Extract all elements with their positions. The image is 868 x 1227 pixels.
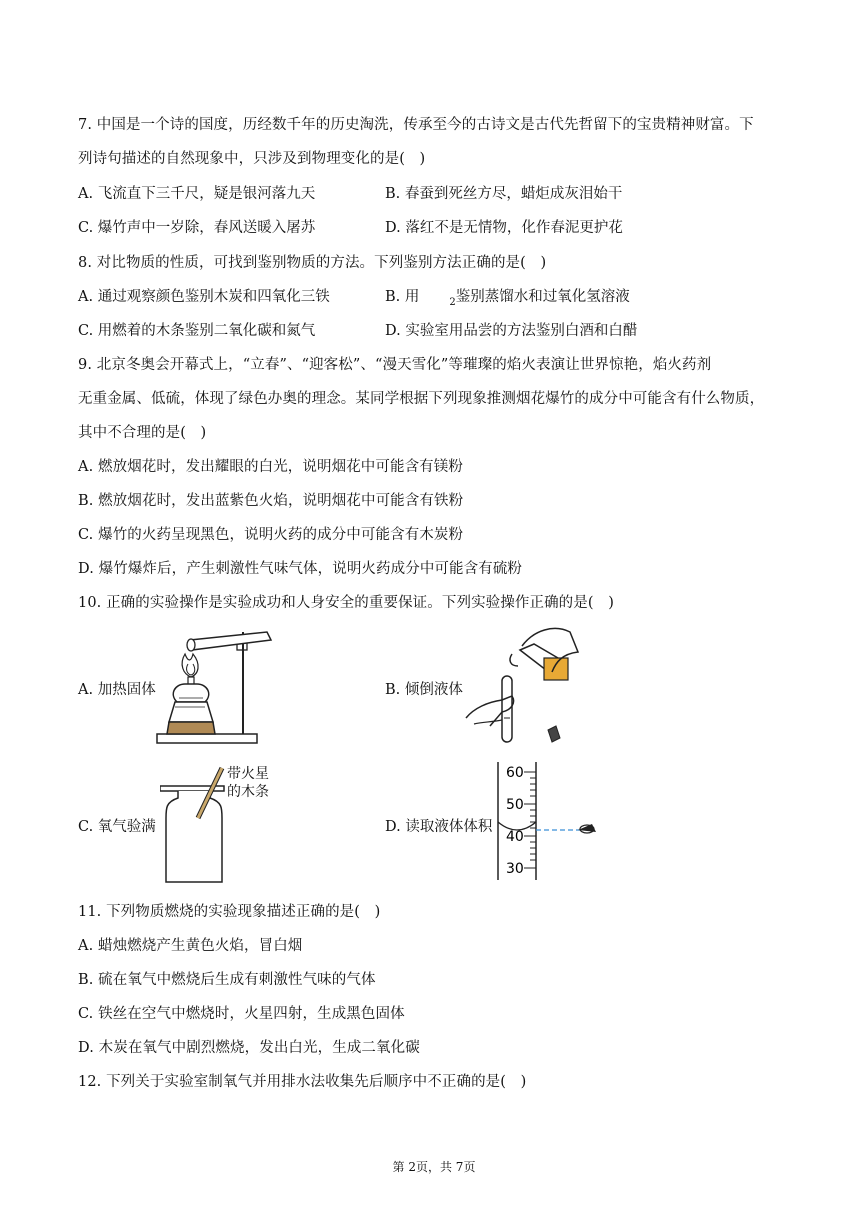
q8-option-b xyxy=(385,285,630,308)
cylinder-tick-60: 60 xyxy=(506,765,524,781)
q8-option-b-prefix: B. 用 xyxy=(385,289,420,305)
q10-option-c: C. 氧气验满 xyxy=(78,819,156,835)
read-volume-figure xyxy=(490,760,605,885)
q12-stem: 12. 下列关于实验室制氧气并用排水法收集先后顺序中不正确的是( ) xyxy=(78,1074,527,1090)
splint-label-line1: 带火星 xyxy=(227,766,269,782)
q9-option-c: C. 爆竹的火药呈现黑色，说明火药的成分中可能含有木炭粉 xyxy=(78,527,464,543)
q11-option-b: B. 硫在氧气中燃烧后生成有刺激性气味的气体 xyxy=(78,972,376,988)
q11-option-c: C. 铁丝在空气中燃烧时，火星四射，生成黑色固体 xyxy=(78,1006,405,1022)
q8-option-b-subscript: 2 xyxy=(449,296,456,308)
q7-stem-line1: 7. 中国是一个诗的国度，历经数千年的历史淘洗，传承至今的古诗文是古代先哲留下的宝贵精神财富。下 xyxy=(78,117,754,133)
q8-option-d: D. 实验室用品尝的方法鉴别白酒和白醋 xyxy=(385,323,638,339)
q11-option-d: D. 木炭在氧气中剧烈燃烧，发出白光，生成二氧化碳 xyxy=(78,1040,420,1056)
cylinder-tick-40: 40 xyxy=(506,829,524,845)
q11-stem: 11. 下列物质燃烧的实验现象描述正确的是( ) xyxy=(78,904,381,920)
q10-option-b: B. 倾倒液体 xyxy=(385,682,463,698)
q7-option-c: C. 爆竹声中一岁除，春风送暖入屠苏 xyxy=(78,220,316,236)
q7-stem-line2: 列诗句描述的自然现象中，只涉及到物理变化的是( ) xyxy=(78,151,426,167)
q9-option-d: D. 爆竹爆炸后，产生刺激性气味气体，说明火药成分中可能含有硫粉 xyxy=(78,561,523,577)
q8-option-a: A. 通过观察颜色鉴别木炭和四氧化三铁 xyxy=(78,289,330,305)
q9-stem-line1: 9. 北京冬奥会开幕式上，“立春”、“迎客松”、“漫天雪化”等璀璨的焰火表演让世界惊艳，焰火药剂 xyxy=(78,357,712,373)
cylinder-tick-50: 50 xyxy=(506,797,524,813)
q11-option-a: A. 蜡烛燃烧产生黄色火焰，冒白烟 xyxy=(78,938,303,954)
q7-option-b: B. 春蚕到死丝方尽，蜡炬成灰泪始干 xyxy=(385,186,623,202)
q10-stem: 10. 正确的实验操作是实验成功和人身安全的重要保证。下列实验操作正确的是( ) xyxy=(78,595,614,611)
q9-stem-line2: 无重金属、低硫，体现了绿色办奥的理念。某同学根据下列现象推测烟花爆竹的成分中可能含有什么物质， xyxy=(78,391,765,407)
q9-option-b: B. 燃放烟花时，发出蓝紫色火焰，说明烟花中可能含有铁粉 xyxy=(78,493,464,509)
q8-option-b-suffix: 鉴别蒸馏水和过氧化氢溶液 xyxy=(455,289,630,305)
q9-option-a: A. 燃放烟花时，发出耀眼的白光，说明烟花中可能含有镁粉 xyxy=(78,459,463,475)
oxygen-test-figure xyxy=(160,760,285,888)
q7-option-d: D. 落红不是无情物，化作春泥更护花 xyxy=(385,220,623,236)
pouring-liquid-figure xyxy=(462,622,587,747)
splint-label-line2: 的木条 xyxy=(227,784,269,800)
q7-option-a: A. 飞流直下三千尺，疑是银河落九天 xyxy=(78,186,316,202)
page-footer: 第 2页，共 7页 xyxy=(392,1160,476,1174)
q9-stem-line3: 其中不合理的是( ) xyxy=(78,425,207,441)
q8-stem: 8. 对比物质的性质，可找到鉴别物质的方法。下列鉴别方法正确的是( ) xyxy=(78,255,547,271)
q10-option-a: A. 加热固体 xyxy=(78,682,156,698)
cylinder-tick-30: 30 xyxy=(506,861,524,877)
q8-option-c: C. 用燃着的木条鉴别二氧化碳和氮气 xyxy=(78,323,316,339)
q10-option-d: D. 读取液体体积 xyxy=(385,819,493,835)
heating-solid-figure xyxy=(155,622,275,747)
